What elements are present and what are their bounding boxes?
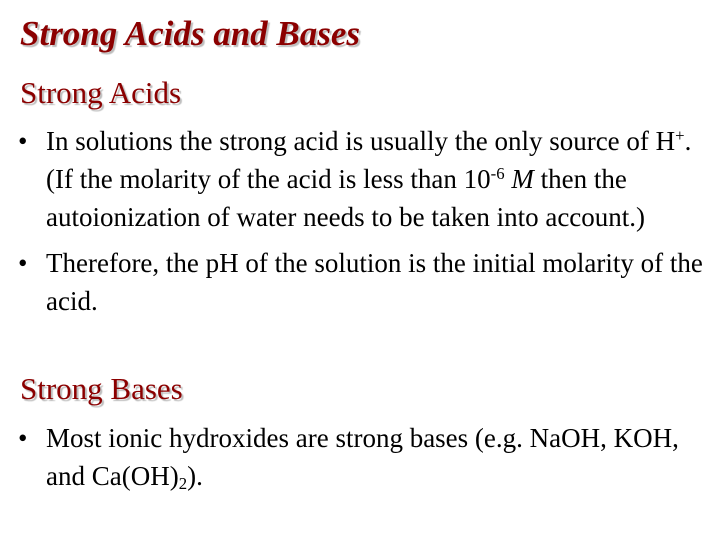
list-item — [18, 122, 708, 236]
superscript-plus: + — [675, 125, 685, 145]
bullet-text-part: then the autoionization of water needs to be taken into account.) — [46, 164, 646, 232]
bullet-text: Therefore, the pH of the solution is the initial molarity of the acid. — [46, 248, 703, 316]
molarity-unit: M — [504, 164, 534, 194]
section-heading-strong-bases: Strong Bases — [20, 371, 183, 406]
strong-acids-bullet-list — [18, 122, 708, 328]
bullet-text-part: . (If the molarity of the acid is less than 10 — [46, 126, 692, 194]
bullet-icon: • — [18, 126, 28, 156]
bullet-text-part: In solutions the strong acid is usually the only source of H — [46, 126, 676, 156]
bullet-text-part: Most ionic hydroxides are strong bases (e.g. NaOH, KOH, and Ca(OH) — [46, 423, 679, 491]
list-item — [18, 244, 708, 320]
bullet-icon: • — [18, 248, 28, 278]
slide-title: Strong Acids and Bases — [20, 14, 361, 53]
section-heading-strong-acids: Strong Acids — [20, 75, 182, 110]
superscript-exponent: -6 — [490, 163, 505, 183]
list-item — [18, 419, 708, 495]
bullet-text-part: ). — [187, 461, 203, 491]
subscript-two: 2 — [178, 474, 188, 494]
bullet-icon: • — [18, 423, 28, 453]
strong-bases-bullet-list — [18, 419, 708, 503]
